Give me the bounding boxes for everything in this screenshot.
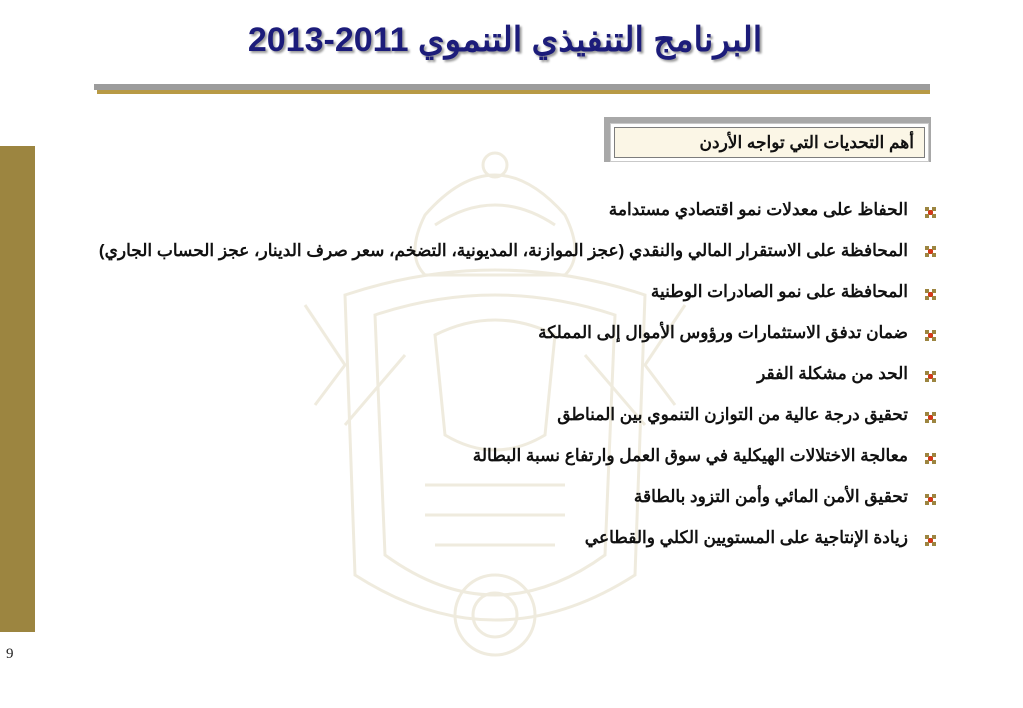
subtitle-box: [610, 123, 929, 162]
square-bullet-icon: [925, 535, 936, 546]
list-item-text: زيادة الإنتاجية على المستويين الكلي والقطاعي: [584, 528, 908, 547]
square-bullet-icon: [925, 207, 936, 218]
list-item: [76, 442, 936, 470]
square-bullet-icon: [925, 330, 936, 341]
list-item: [76, 360, 936, 388]
list-item: [76, 278, 936, 306]
title-rule-gold: [97, 90, 930, 94]
challenges-list: [76, 196, 936, 565]
list-item-text: الحفاظ على معدلات نمو اقتصادي مستدامة: [608, 200, 908, 219]
list-item-text: تحقيق درجة عالية من التوازن التنموي بين المناطق: [557, 405, 908, 424]
subtitle-text: أهم التحديات التي تواجه الأردن: [614, 127, 925, 158]
list-item-text: ضمان تدفق الاستثمارات ورؤوس الأموال إلى المملكة: [538, 323, 908, 342]
square-bullet-icon: [925, 494, 936, 505]
list-item: [76, 401, 936, 429]
list-item-text: معالجة الاختلالات الهيكلية في سوق العمل وارتفاع نسبة البطالة: [472, 446, 908, 465]
list-item: [76, 524, 936, 552]
list-item: [76, 196, 936, 224]
list-item: [76, 319, 936, 347]
list-item-text: المحافظة على الاستقرار المالي والنقدي (عجز الموازنة، المديونية، التضخم، سعر صرف الدينار، عجز الحساب الجاري): [98, 241, 908, 260]
list-item-text: تحقيق الأمن المائي وأمن التزود بالطاقة: [633, 487, 908, 506]
list-item: [76, 231, 936, 271]
page-number: 9: [6, 646, 14, 662]
square-bullet-icon: [925, 289, 936, 300]
square-bullet-icon: [925, 371, 936, 382]
list-item-text: المحافظة على نمو الصادرات الوطنية: [650, 282, 908, 301]
square-bullet-icon: [925, 412, 936, 423]
list-item-text: الحد من مشكلة الفقر: [757, 364, 908, 383]
slide-title: البرنامج التنفيذي التنموي 2011-2013: [247, 21, 763, 59]
list-item: [76, 483, 936, 511]
square-bullet-icon: [925, 246, 936, 257]
square-bullet-icon: [925, 453, 936, 464]
side-accent-bar: [0, 146, 35, 632]
